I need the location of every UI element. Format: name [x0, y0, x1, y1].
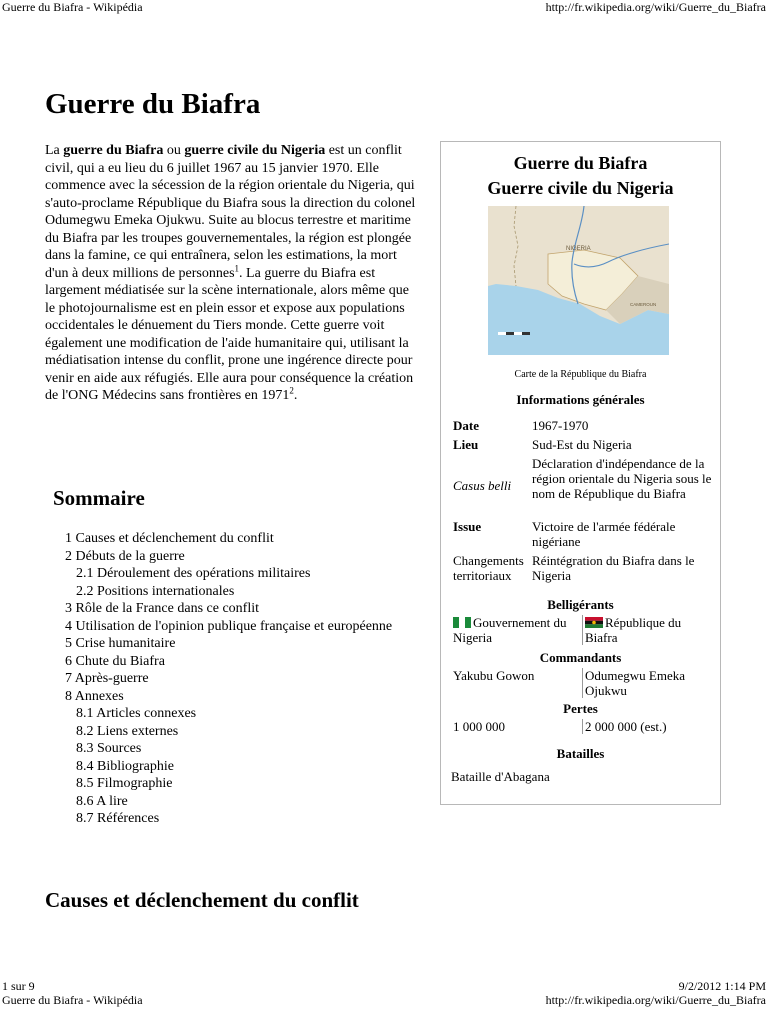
intro-text: ou [163, 143, 185, 158]
belligerent-name[interactable]: République du Biafra [585, 615, 682, 645]
toc-item[interactable]: 8.6 A lire [76, 793, 128, 809]
belligerent-name[interactable]: Gouvernement du Nigeria [453, 615, 567, 645]
map-caption: Carte de la République du Biafra [514, 369, 647, 380]
toc-item[interactable]: 8.1 Articles connexes [76, 706, 197, 721]
toc-title: Sommaire [53, 486, 145, 510]
toc-item[interactable]: 8.5 Filmographie [76, 776, 173, 791]
biafra-flag-icon [585, 617, 603, 628]
belligerent-nigeria [453, 615, 577, 645]
infobox-label: Issue [453, 519, 482, 534]
print-datetime: 9/2/2012 1:14 PM [678, 979, 766, 993]
intro-paragraph [45, 142, 420, 405]
intro-text: . La guerre du Biafra est largement médiatisée sur la scène internationale, alors même que le photojournalisme est en plein essor et expose aux populations occidentales le dénuement du Tiers monde. Cette guerre voit également une modification de l'aide humanitaire qui, utilisant la médiatisation intense du conflit, prone une ingérence directe pour venir en aide aux réfugiés. Elle aura pour conséquence la création de l'ONG Médecins sans frontières en 1971 [45, 265, 414, 403]
reference-link[interactable]: 1 [234, 262, 240, 273]
toc-item[interactable]: 6 Chute du Biafra [65, 653, 165, 669]
toc-item[interactable]: 2 Débuts de la guerre [65, 548, 185, 564]
table-of-contents [45, 478, 425, 828]
battle-link[interactable]: Bataille d'Abagana [451, 769, 550, 784]
toc-item[interactable]: 1 Causes et déclenchement du conflit [65, 531, 274, 546]
infobox-title-line: Guerre civile du Nigeria [487, 178, 674, 198]
losses-nigeria: 1 000 000 [453, 719, 505, 734]
toc-item[interactable]: 3 Rôle de la France dans ce conflit [65, 601, 259, 616]
infobox-label: Changements territoriaux [453, 553, 524, 583]
toc-item[interactable]: 2.1 Déroulement des opérations militaires [76, 566, 311, 581]
page-footer-title: Guerre du Biafra - Wikipédia [2, 993, 143, 1007]
intro-bold-term[interactable]: guerre du Biafra [63, 143, 164, 158]
infobox-value[interactable]: Déclaration d'indépendance de la région orientale du Nigeria sous le nom de République du Biafra [532, 456, 712, 501]
infobox-label: Date [453, 418, 479, 433]
infobox-section-header: Informations générales [516, 392, 645, 407]
nigeria-flag-icon [453, 617, 471, 628]
intro-text: est un conflit civil, qui a eu lieu du 6 juillet 1967 au 15 janvier 1970. Elle commence avec la sécession de la région orientale du Nigeria, qui s'auto-proclame République du Biafra sous la direction du colonel Odumegwu Emeka Ojukwu. Suite au blocus terrestre et maritime du Biafra par les troupes gouvernementales, la région est plongée dans la famine, ce qui entraînera, selon les estimations, la mort d'un à deux millions de personnes [45, 143, 416, 281]
losses-biafra: 2 000 000 (est.) [582, 719, 715, 734]
commander-nigeria[interactable]: Yakubu Gowon [453, 668, 535, 683]
infobox-title [441, 151, 720, 201]
section-heading: Causes et déclenchement du conflit [45, 888, 359, 912]
infobox-label: Lieu [453, 437, 479, 452]
toc-item[interactable]: 8.4 Bibliographie [76, 758, 174, 774]
infobox-section-header: Belligérants [547, 597, 614, 612]
intro-text: . [293, 388, 298, 403]
infobox-label: Casus belli [453, 478, 512, 493]
commander-biafra[interactable]: Odumegwu Emeka Ojukwu [582, 668, 715, 698]
toc-item[interactable]: 2.2 Positions internationales [76, 583, 235, 599]
infobox-section-header: Commandants [539, 650, 622, 665]
intro-text: La [45, 143, 64, 158]
page-header-title: Guerre du Biafra - Wikipédia [2, 0, 143, 14]
biafra-map[interactable] [488, 206, 669, 355]
page-footer-url: http://fr.wikipedia.org/wiki/Guerre_du_Biafra [545, 993, 766, 1007]
map-scale-bar [498, 332, 506, 335]
infobox [440, 141, 721, 805]
infobox-section-header: Batailles [556, 746, 605, 761]
infobox-value[interactable]: Victoire de l'armée fédérale nigériane [532, 519, 676, 549]
map-label-neighbor: CAMEROUN [630, 302, 657, 307]
reference-link[interactable]: 2 [289, 385, 294, 396]
page-title: Guerre du Biafra [45, 88, 261, 120]
intro-bold-term[interactable]: guerre civile du Nigeria [184, 143, 326, 158]
toc-item[interactable]: 8.7 Références [76, 811, 160, 826]
toc-item[interactable]: 4 Utilisation de l'opinion publique française et européenne [65, 618, 393, 634]
toc-list [45, 530, 425, 828]
toc-item[interactable]: 8.3 Sources [76, 741, 142, 756]
infobox-value[interactable]: Réintégration du Biafra dans le Nigeria [532, 553, 695, 583]
infobox-title-line: Guerre du Biafra [513, 153, 648, 173]
page-header-url: http://fr.wikipedia.org/wiki/Guerre_du_Biafra [545, 0, 766, 14]
infobox-value[interactable]: 1967-1970 [532, 418, 589, 433]
page-number: 1 sur 9 [2, 979, 35, 993]
belligerent-biafra [582, 615, 715, 645]
toc-item[interactable]: 5 Crise humanitaire [65, 636, 176, 651]
toc-item[interactable]: 8 Annexes [65, 688, 124, 704]
map-scale-bar [514, 332, 522, 335]
infobox-value[interactable]: Sud-Est du Nigeria [532, 437, 632, 452]
toc-item[interactable]: 7 Après-guerre [65, 671, 149, 686]
map-label-country: NIGERIA [566, 246, 591, 252]
infobox-section-header: Pertes [563, 701, 598, 716]
toc-item[interactable]: 8.2 Liens externes [76, 723, 179, 739]
